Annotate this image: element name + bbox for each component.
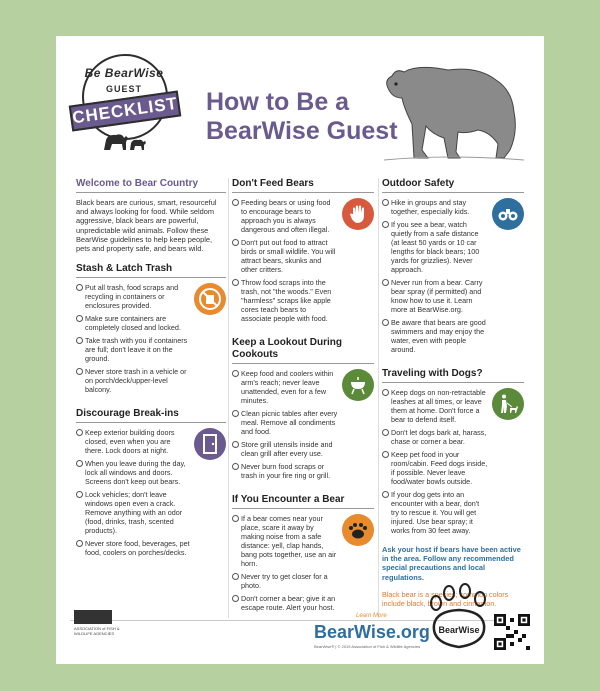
- column-left: [76, 178, 226, 571]
- outdoor-section: [382, 178, 524, 358]
- column-divider: [228, 178, 229, 618]
- cookouts-body: [232, 369, 374, 484]
- afwa-logo: [74, 610, 122, 636]
- list-item: Don't let dogs bark at, harass, chase or corner a bear.: [382, 428, 488, 446]
- welcome-text: Black bears are curious, smart, resourceful and always looking for food. While seldom aggressive, black bears are powerful, unpredictable wild animals. Follow these BearWise guidelines to help keep people, pets and property safe, and bears wild.: [76, 198, 217, 254]
- feed-heading: Don't Feed Bears: [232, 178, 374, 193]
- breakins-heading: Discourage Break-ins: [76, 408, 226, 423]
- list-item: If your dog gets into an encounter with a bear, don't try to rescue it. You will get injured. Use bear spray; it works from 30 feet away.: [382, 490, 488, 535]
- breakins-section: [76, 408, 226, 561]
- encounter-section: [232, 494, 374, 616]
- learn-more-label: Learn More: [356, 613, 387, 619]
- list-item: If you see a bear, watch quietly from a safe distance (at least 50 yards or 10 car lengths for black bears; 100 yards for grizzlies). Never approach.: [382, 220, 488, 274]
- list-item: Never run from a bear. Carry bear spray (if permitted) and know how to use it. Learn more at BearWise.org.: [382, 278, 488, 314]
- stash-heading: Stash & Latch Trash: [76, 263, 226, 278]
- paw-logo-label: BearWise: [438, 625, 480, 635]
- bear-family-icon: [102, 130, 148, 152]
- encounter-body: [232, 514, 374, 616]
- list-item: Don't corner a bear; give it an escape route. Alert your host.: [232, 594, 338, 612]
- grill-icon: [342, 369, 374, 401]
- dogs-body: [382, 388, 524, 539]
- list-item: Throw food scraps into the trash, not "the woods." Even "harmless" scraps like apple cores teach bears to associate people with food.: [232, 278, 338, 323]
- outdoor-body: [382, 198, 524, 358]
- outdoor-list: [382, 198, 488, 358]
- list-item: Never store food, beverages, pet food, coolers on porches/decks.: [76, 539, 190, 557]
- list-item: Make sure containers are completely closed and locked.: [76, 314, 190, 332]
- feed-body: [232, 198, 374, 327]
- stash-list: [76, 283, 190, 398]
- no-trash-icon: [194, 283, 226, 315]
- dog-walker-icon: [492, 388, 524, 420]
- encounter-list: [232, 514, 338, 616]
- list-item: Clean picnic tables after every meal. Remove all condiments and food.: [232, 409, 338, 436]
- welcome-section: [76, 178, 226, 253]
- dogs-list: [382, 388, 488, 539]
- list-item: Keep exterior building doors closed, even when you are there. Lock doors at night.: [76, 428, 190, 455]
- bearwise-paw-logo-icon: [428, 581, 490, 653]
- list-item: Never store trash in a vehicle or on porch/deck/upper-level balcony.: [76, 367, 190, 394]
- checklist-sheet: [56, 36, 544, 664]
- welcome-heading: Welcome to Bear Country: [76, 178, 226, 193]
- list-item: Store grill utensils inside and clean grill after every use.: [232, 440, 338, 458]
- breakins-body: [76, 428, 226, 561]
- door-icon: [194, 428, 226, 460]
- paw-icon: [342, 514, 374, 546]
- list-item: Be aware that bears are good swimmers and may enjoy the water, even with people around.: [382, 318, 488, 354]
- badge-ribbon: CHECKLIST: [69, 90, 182, 131]
- feed-section: [232, 178, 374, 327]
- list-item: When you leave during the day, lock all windows and doors. Screens don't keep out bears.: [76, 459, 190, 486]
- column-middle: [232, 178, 374, 626]
- list-item: Feeding bears or using food to encourage bears to approach you is always dangerous and often illegal.: [232, 198, 338, 234]
- host-note: Ask your host if bears have been active in the area. Follow any recommended special precautions and local regulations.: [382, 545, 521, 582]
- checklist-badge: [71, 54, 180, 184]
- dogs-section: [382, 368, 524, 608]
- list-item: Take trash with you if containers are full; don't leave it on the ground.: [76, 336, 190, 363]
- binoculars-icon: [492, 198, 524, 230]
- list-item: Keep dogs on non-retractable leashes at all times, or leave them at home. Don't force a bear to defend itself.: [382, 388, 488, 424]
- badge-guest: GUEST: [105, 84, 142, 94]
- afwa-name: ASSOCIATION of FISH & WILDLIFE AGENCIES: [74, 626, 120, 636]
- list-item: Lock vehicles; don't leave windows open even a crack. Remove anything with an odor (food, drinks, trash, scented products).: [76, 490, 190, 535]
- bearwise-link[interactable]: BearWise.org: [314, 622, 430, 642]
- list-item: Hike in groups and stay together, especially kids.: [382, 198, 488, 216]
- list-item: Put all trash, food scraps and recycling in containers or enclosures provided.: [76, 283, 190, 310]
- list-item: Never try to get closer for a photo.: [232, 572, 338, 590]
- copyright-text: BearWise® | © 2019 Association of Fish & Wildlife Agencies: [314, 644, 421, 649]
- list-item: Never burn food scraps or trash in your fire ring or grill.: [232, 462, 338, 480]
- badge-brand: Be BearWise: [84, 66, 164, 80]
- dogs-heading: Traveling with Dogs?: [382, 368, 524, 383]
- stash-section: [76, 263, 226, 398]
- page-title: How to Be a BearWise Guest: [206, 88, 398, 145]
- bear-illustration-icon: [378, 54, 528, 166]
- list-item: Keep pet food in your room/cabin. Feed dogs inside, if possible. Never leave food/water bowls outside.: [382, 450, 488, 486]
- afwa-mark-icon: [74, 610, 112, 624]
- cookouts-heading: Keep a Lookout During Cookouts: [232, 337, 374, 364]
- list-item: Don't put out food to attract birds or small wildlife. You will attract bears, skunks and other critters.: [232, 238, 338, 274]
- cookouts-list: [232, 369, 338, 484]
- column-divider: [378, 178, 379, 618]
- list-item: Keep food and coolers within arm's reach; never leave unattended, even for a few minutes.: [232, 369, 338, 405]
- feed-list: [232, 198, 338, 327]
- qr-code-icon[interactable]: [494, 614, 530, 650]
- stash-body: [76, 283, 226, 398]
- stop-hand-icon: [342, 198, 374, 230]
- species-note: Black bear is a species; common colors include black, brown and cinnamon.: [382, 589, 509, 608]
- outdoor-heading: Outdoor Safety: [382, 178, 524, 193]
- cookouts-section: [232, 337, 374, 484]
- encounter-heading: If You Encounter a Bear: [232, 494, 374, 509]
- breakins-list: [76, 428, 190, 561]
- column-right: [382, 178, 524, 618]
- list-item: If a bear comes near your place, scare it away by making noise from a safe distance: yell, clap hands, bang pots together, use an air horn.: [232, 514, 338, 568]
